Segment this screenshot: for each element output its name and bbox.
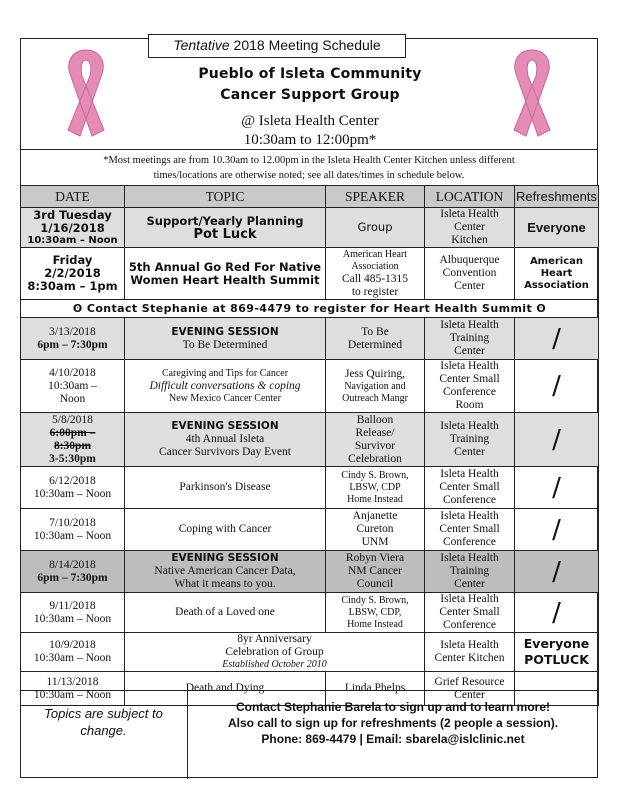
topic-cell [125,633,425,672]
location-line: Isleta Health [440,639,499,651]
header-refreshments: Refreshments [515,186,599,208]
speaker-cell [326,248,425,300]
time-line-cancelled: 6:00pm – [49,426,96,439]
topic-line: Pot Luck [193,226,257,242]
refreshments-cell: / [515,318,599,360]
title-rest: 2018 Meeting Schedule [233,37,381,53]
topic-line: Difficult conversations & coping [149,379,301,392]
org-line-1: Pueblo of Isleta Community [198,66,422,82]
speaker-line: LBSW, CDP, [348,606,402,618]
title-italic: Tentative [173,37,230,53]
table-row [21,467,599,509]
topic-line: Established October 2010 [222,659,327,670]
refreshments-cell [515,633,599,672]
refreshments-cell: / [515,467,599,509]
speaker-line: UNM [361,536,389,548]
contact-phone-email[interactable]: Phone: 869-4479 | Email: sbarela@islclinic.net [261,732,525,746]
time-line: 8:30am – 1pm [27,279,118,293]
location-line: Conference [443,536,496,548]
topic-cell [125,208,326,248]
speaker-line: Cindy S. Brown, [341,469,409,481]
location-line: Center Small [439,606,500,618]
header-topic: TOPIC [125,186,326,208]
time-line: 3-5:30pm [49,452,96,465]
speaker-line: Anjanette [352,510,398,522]
refreshments-cell: / [515,413,599,467]
time-line-cancelled: 8:30pm [53,439,92,452]
location-line: Training [449,565,490,577]
divider [20,149,598,150]
location-line: Isleta Health [440,319,499,331]
time-line: 10:30am – Noon [27,234,118,246]
location-line: Training [449,433,490,445]
table-row [21,413,599,467]
topic-line: EVENING SESSION [171,420,279,432]
topic-cell [125,413,326,467]
topic-line: Coping with Cancer [178,523,272,535]
date-cell [21,248,125,300]
refresh-line: American [529,255,584,267]
location-line: Albuquerque [439,254,500,266]
topics-disclaimer [20,688,188,779]
topic-cell [125,593,326,633]
disclaimer-line: Topics are subject to [44,706,163,721]
date-cell [21,360,125,413]
location-line: Center [454,345,485,357]
speaker-line: Robyn Viera [345,552,405,564]
topic-line: Native American Cancer Data, [154,565,296,577]
table-row [21,593,599,633]
table-row [21,633,599,672]
topic-line: Parkinson's Disease [179,481,271,493]
topic-line: 8yr Anniversary [237,633,312,645]
refreshments-cell [515,248,599,300]
location-cell [425,509,515,551]
org-line-2: Cancer Support Group [220,87,400,103]
header-speaker: SPEAKER [326,186,425,208]
time-line: 6pm – 7:30pm [37,571,108,584]
note-line-2: times/locations are otherwise noted; see all dates/times in schedule below. [153,170,465,181]
speaker-line: Outreach Mangr [342,392,408,404]
location-cell [425,413,515,467]
table-header-row [21,186,599,208]
location-cell [425,593,515,633]
disclaimer-line: change. [80,723,127,738]
speaker-line: To Be [361,325,389,338]
summit-contact-banner [21,300,599,318]
location-cell [425,208,515,248]
location-cell [425,551,515,593]
speaker-cell: Linda Phelps [326,672,425,706]
location-line: Room [455,399,484,411]
pink-ribbon-icon [498,40,566,138]
date-cell [21,551,125,593]
topic-line: To Be Determined [182,338,268,351]
location-line: Training [449,332,490,344]
table-row [21,208,599,248]
refreshments-cell: / [515,551,599,593]
header-date: DATE [21,186,125,208]
schedule-note [24,153,594,183]
topic-cell [125,360,326,413]
contact-line: Contact Stephanie Barela to sign up and to learn more! [235,700,551,714]
speaker-cell [326,413,425,467]
speaker-cell [326,318,425,360]
topic-line: Cancer Survivors Day Event [159,446,291,458]
banner-text: ʘ Contact Stephanie at 869-4479 to register for Heart Health Summit ʘ [21,300,599,318]
topic-cell [125,318,326,360]
speaker-line: LBSW, CDP [349,481,401,493]
date-line: 8/14/2018 [49,558,96,571]
speaker-line: Release/ [355,426,395,439]
speaker-cell [326,360,425,413]
contact-line: Also call to sign up for refreshments (2 people a session). [227,716,559,730]
date-line: 3/13/2018 [49,325,96,338]
speaker-cell [326,593,425,633]
date-cell [21,633,125,672]
topic-line: Death and Dying [185,682,265,694]
speaker-line: Navigation and [344,380,406,392]
location-cell [425,633,515,672]
speaker-line: Association [351,260,399,272]
time-line: 10:30am – Noon [33,487,112,500]
time-line: 10:30am – Noon [33,529,112,542]
speaker-line: Balloon [356,413,394,426]
speaker-line: Home Instead [347,493,403,505]
location-line: Isleta Health [440,208,499,220]
location-cell [425,467,515,509]
date-line: 1/16/2018 [40,220,105,235]
time-line: 10:30am – Noon [33,612,112,625]
speaker-line: Cureton [356,523,394,535]
location-line: Conference [443,494,496,506]
location-line: Isleta Health [440,360,499,372]
location-line: Center Small [439,373,500,385]
time-line: 6pm – 7:30pm [37,338,108,351]
time-line: 10:30am – Noon [33,652,112,664]
topic-line: What it means to you. [174,578,276,590]
speaker-line: to register [351,285,399,298]
meeting-location [130,112,490,150]
topic-line: Caregiving and Tips for Cancer [161,367,289,379]
table-row [21,551,599,593]
topic-line: Death of a Loved one [175,606,275,618]
date-line: 3rd Tuesday [33,207,112,222]
topic-cell [125,248,326,300]
pink-ribbon-icon [52,40,120,138]
refreshments-cell: / [515,593,599,633]
table-row [21,248,599,300]
speaker-line: Celebration [348,452,402,465]
location-line: Convention [442,267,497,279]
speaker-line: Jess Quiring, [344,367,406,380]
speaker-line: American Heart [342,248,408,260]
speaker-cell [326,551,425,593]
date-cell [21,467,125,509]
topic-cell [125,467,326,509]
note-line-1: *Most meetings are from 10.30am to 12.00pm in the Isleta Health Center Kitchen unless different [103,155,515,166]
topic-line: Women Heart Health Summit [130,272,320,287]
table-row [21,318,599,360]
location-cell [425,360,515,413]
location-line: Center [454,221,485,233]
refreshments-cell: / [515,509,599,551]
location-line: Center [454,578,485,590]
topic-line: Support/Yearly Planning [146,213,304,228]
topic-line: New Mexico Cancer Center [169,392,281,404]
page-title [148,34,406,58]
location-line: Conference [443,386,496,398]
speaker-line: Home Instead [347,618,403,630]
refreshments-cell: / [515,360,599,413]
speaker-line: Council [356,578,394,590]
date-line: 2/2/2018 [44,266,101,280]
date-cell [21,318,125,360]
location-line: Center Small [439,523,500,535]
location-line: Conference [443,619,496,631]
table-row [21,509,599,551]
date-cell [21,593,125,633]
organization-name [130,64,490,106]
date-line: Friday [52,253,93,267]
date-line: 9/11/2018 [49,599,96,612]
speaker-line: Determined [347,338,403,351]
date-cell [21,208,125,248]
refresh-line: POTLUCK [524,652,589,667]
speaker-line: Call 485-1315 [341,272,409,285]
topic-cell [125,551,326,593]
footer [20,690,598,778]
location-line: Kitchen [451,234,488,246]
speaker-line: Cindy S. Brown, [341,594,409,606]
location-line-1: @ Isleta Health Center [241,113,379,129]
date-line: 7/10/2018 [49,516,96,529]
header-location: LOCATION [425,186,515,208]
topic-line: 5th Annual Go Red For Native [128,259,322,274]
date-cell [21,413,125,467]
speaker-cell [326,509,425,551]
location-line: Center [454,446,485,458]
speaker-cell: Group [326,208,425,248]
location-line: Center [454,688,485,701]
speaker-line: NM Cancer [348,565,402,577]
topic-cell [125,509,326,551]
location-line: Isleta Health [440,552,499,564]
table-row [21,360,599,413]
location-line: Isleta Health [440,420,499,432]
topic-line: 4th Annual Isleta [185,433,265,445]
location-line: Center Small [439,481,500,493]
topic-line: Celebration of Group [225,646,324,658]
refresh-line: Association [524,279,589,291]
location-line: Isleta Health [440,593,499,605]
refresh-line: Everyone [523,636,590,651]
date-line: 10/9/2018 [49,639,96,651]
refreshments-cell: Everyone [515,208,599,248]
time-line: Noon [59,392,86,405]
date-line: 5/8/2018 [52,413,93,426]
schedule-table [20,185,599,706]
location-line-2: 10:30am to 12:00pm* [243,132,377,148]
location-line: Isleta Health [440,468,499,480]
location-cell [425,318,515,360]
location-line: Grief Resource [434,675,505,688]
location-line: Center [454,280,485,292]
speaker-line: Survivor [354,439,396,452]
topic-line: EVENING SESSION [171,552,279,564]
time-line: 10:30am – [48,379,97,392]
time-line: 10:30am – Noon [33,688,112,701]
location-line: Isleta Health [440,510,499,522]
refresh-line: Heart [540,267,573,279]
date-line: 6/12/2018 [49,474,96,487]
date-cell [21,509,125,551]
location-line: Center Kitchen [434,652,505,664]
location-cell [425,248,515,300]
date-line: 11/13/2018 [46,675,99,688]
date-line: 4/10/2018 [49,366,96,379]
speaker-cell [326,467,425,509]
topic-line: EVENING SESSION [171,325,279,338]
